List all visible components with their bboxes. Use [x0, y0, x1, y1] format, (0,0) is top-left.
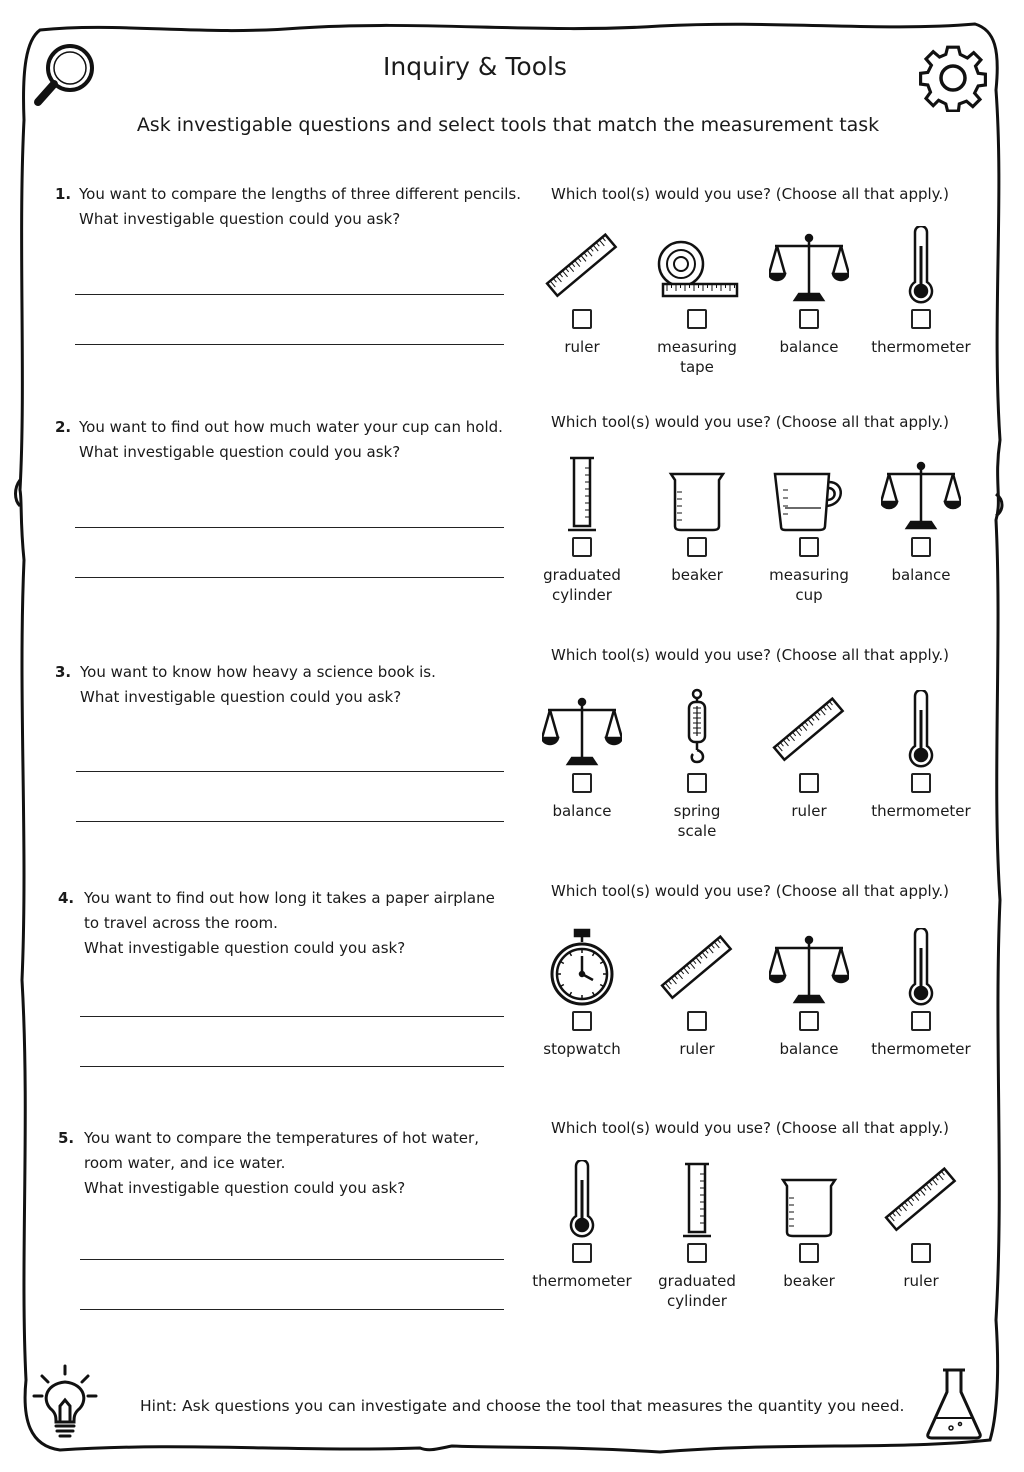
tool-label: spring scale [673, 802, 721, 840]
balance-icon [866, 450, 976, 534]
question-text: You want to compare the lengths of three different pencils. [79, 185, 522, 203]
tool-checkbox[interactable] [687, 537, 707, 557]
tool-option[interactable] [866, 450, 976, 585]
tool-option[interactable] [527, 924, 637, 1059]
stopwatch-icon [527, 924, 637, 1008]
thermometer-icon [866, 924, 976, 1008]
tool-label: balance [779, 1040, 839, 1058]
tool-checkbox[interactable] [799, 537, 819, 557]
tool-option[interactable] [527, 222, 637, 357]
tool-label: ruler [903, 1272, 939, 1290]
tool-checkbox[interactable] [687, 1011, 707, 1031]
beaker-icon [642, 450, 752, 534]
tool-checkbox[interactable] [911, 1243, 931, 1263]
answer-line[interactable] [75, 294, 504, 295]
tool-label: ruler [564, 338, 600, 356]
answer-line[interactable] [80, 1259, 504, 1260]
tool-label: thermometer [532, 1272, 632, 1290]
answer-line[interactable] [75, 577, 504, 578]
ruler-icon [642, 924, 752, 1008]
answer-line[interactable] [76, 771, 504, 772]
tool-checkbox[interactable] [911, 537, 931, 557]
measuring-tape-icon [642, 222, 752, 306]
question-text: What investigable question could you ask? [80, 688, 402, 706]
question-text: What investigable question could you ask? [84, 1179, 406, 1197]
thermometer-icon [527, 1156, 637, 1240]
measuring-cup-icon [754, 450, 864, 534]
tool-label: ruler [791, 802, 827, 820]
tool-label: balance [552, 802, 612, 820]
tool-checkbox[interactable] [911, 1011, 931, 1031]
flask-icon [924, 1366, 986, 1442]
question-text: What investigable question could you ask? [79, 443, 401, 461]
tool-option[interactable] [754, 686, 864, 821]
tool-option[interactable] [866, 924, 976, 1059]
balance-icon [754, 924, 864, 1008]
tool-option[interactable] [642, 1156, 752, 1311]
tool-option[interactable] [642, 924, 752, 1059]
tool-option[interactable] [527, 450, 637, 605]
tool-option[interactable] [866, 1156, 976, 1291]
answer-line[interactable] [80, 1066, 504, 1067]
tool-label: stopwatch [543, 1040, 621, 1058]
thermometer-icon [866, 222, 976, 306]
tool-checkbox[interactable] [799, 309, 819, 329]
page-subtitle: Ask investigable questions and select tools that match the measurement task [136, 114, 880, 136]
tool-prompt: Which tool(s) would you use? (Choose all that apply.) [551, 413, 950, 431]
tool-option[interactable] [642, 686, 752, 841]
tool-label: thermometer [871, 338, 971, 356]
tool-option[interactable] [866, 686, 976, 821]
tool-option[interactable] [754, 924, 864, 1059]
question-number: 5. [58, 1129, 75, 1147]
tool-checkbox[interactable] [572, 537, 592, 557]
spring-scale-icon [642, 686, 752, 770]
tool-checkbox[interactable] [911, 773, 931, 793]
answer-line[interactable] [75, 527, 504, 528]
question-text: You want to compare the temperatures of hot water, [84, 1129, 479, 1147]
tool-prompt: Which tool(s) would you use? (Choose all that apply.) [551, 646, 950, 664]
question-number: 3. [55, 663, 72, 681]
tool-label: graduated cylinder [658, 1272, 736, 1310]
answer-line[interactable] [80, 1016, 504, 1017]
tool-label: balance [891, 566, 951, 584]
graduated-cylinder-icon [642, 1156, 752, 1240]
tool-checkbox[interactable] [911, 309, 931, 329]
tool-option[interactable] [754, 1156, 864, 1291]
tool-prompt: Which tool(s) would you use? (Choose all that apply.) [551, 185, 950, 203]
answer-line[interactable] [80, 1309, 504, 1310]
tool-checkbox[interactable] [572, 773, 592, 793]
question-text: What investigable question could you ask? [84, 939, 406, 957]
tool-label: thermometer [871, 1040, 971, 1058]
ruler-icon [754, 686, 864, 770]
ruler-icon [866, 1156, 976, 1240]
tool-option[interactable] [527, 686, 637, 821]
tool-option[interactable] [866, 222, 976, 357]
tool-prompt: Which tool(s) would you use? (Choose all that apply.) [551, 1119, 950, 1137]
question-text: to travel across the room. [84, 914, 278, 932]
tool-label: ruler [679, 1040, 715, 1058]
question-number: 1. [55, 185, 72, 203]
tool-label: beaker [671, 566, 723, 584]
page-title: Inquiry & Tools [383, 52, 567, 81]
answer-line[interactable] [76, 821, 504, 822]
hint-text: Hint: Ask questions you can investigate and choose the tool that measures the quantity you need. [140, 1397, 905, 1415]
tool-option[interactable] [642, 222, 752, 377]
tool-checkbox[interactable] [572, 1243, 592, 1263]
question-text: You want to find out how long it takes a paper airplane [84, 889, 495, 907]
lightbulb-icon [30, 1362, 100, 1444]
tool-checkbox[interactable] [799, 1243, 819, 1263]
tool-label: beaker [783, 1272, 835, 1290]
tool-checkbox[interactable] [572, 1011, 592, 1031]
question-number: 2. [55, 418, 72, 436]
tool-option[interactable] [642, 450, 752, 585]
tool-label: measuring cup [769, 566, 849, 604]
thermometer-icon [866, 686, 976, 770]
beaker-icon [754, 1156, 864, 1240]
graduated-cylinder-icon [527, 450, 637, 534]
balance-icon [527, 686, 637, 770]
tool-label: balance [779, 338, 839, 356]
question-text: You want to know how heavy a science book is. [80, 663, 436, 681]
question-text: What investigable question could you ask? [79, 210, 401, 228]
tool-checkbox[interactable] [687, 1243, 707, 1263]
tool-label: measuring tape [657, 338, 737, 376]
tool-prompt: Which tool(s) would you use? (Choose all that apply.) [551, 882, 950, 900]
answer-line[interactable] [75, 344, 504, 345]
tool-checkbox[interactable] [799, 773, 819, 793]
question-text: room water, and ice water. [84, 1154, 286, 1172]
tool-option[interactable] [754, 450, 864, 605]
tool-checkbox[interactable] [799, 1011, 819, 1031]
tool-checkbox[interactable] [687, 309, 707, 329]
question-number: 4. [58, 889, 75, 907]
tool-label: graduated cylinder [543, 566, 621, 604]
tool-checkbox[interactable] [687, 773, 707, 793]
tool-label: thermometer [871, 802, 971, 820]
tool-checkbox[interactable] [572, 309, 592, 329]
ruler-icon [527, 222, 637, 306]
question-text: You want to find out how much water your cup can hold. [79, 418, 503, 436]
tool-option[interactable] [527, 1156, 637, 1291]
tool-option[interactable] [754, 222, 864, 357]
balance-icon [754, 222, 864, 306]
